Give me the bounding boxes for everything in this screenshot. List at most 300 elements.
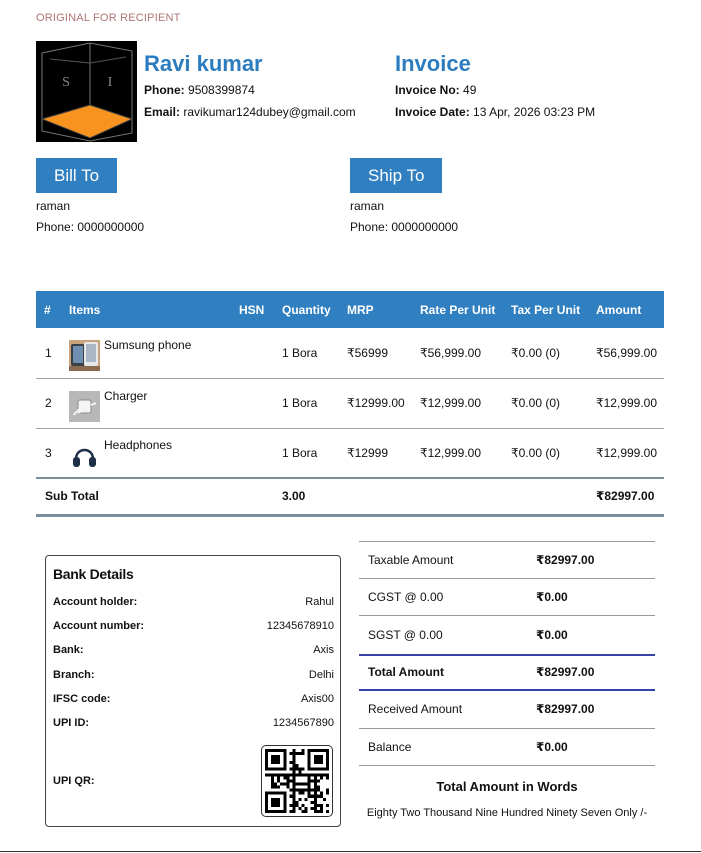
qr-module bbox=[326, 810, 329, 813]
bank-label: Account number: bbox=[53, 620, 145, 632]
qr-module bbox=[299, 752, 302, 755]
header-items: Items bbox=[69, 302, 101, 317]
qr-module bbox=[314, 798, 317, 801]
qr-module bbox=[308, 786, 311, 789]
qr-module bbox=[271, 761, 274, 764]
qr-module bbox=[292, 764, 295, 767]
qr-module bbox=[283, 758, 286, 761]
qr-module bbox=[292, 786, 295, 789]
page-bottom-rule bbox=[0, 851, 701, 852]
qr-module bbox=[271, 755, 274, 758]
items-table-header bbox=[36, 291, 664, 328]
qr-module bbox=[302, 810, 305, 813]
qr-module bbox=[268, 773, 271, 776]
qr-module bbox=[265, 773, 268, 776]
qr-module bbox=[292, 749, 295, 752]
qr-module bbox=[268, 810, 271, 813]
qr-module bbox=[271, 749, 274, 752]
totals-value: ₹0.00 bbox=[536, 627, 568, 642]
table-row bbox=[36, 428, 664, 478]
qr-module bbox=[311, 801, 314, 804]
qr-module bbox=[295, 752, 298, 755]
qr-module bbox=[292, 773, 295, 776]
qr-module bbox=[320, 807, 323, 810]
totals-panel bbox=[359, 541, 655, 819]
qr-module bbox=[326, 749, 329, 752]
qr-module bbox=[268, 767, 271, 770]
headphones-thumbnail-icon bbox=[69, 440, 100, 471]
qr-module bbox=[265, 755, 268, 758]
row-item-name: Sumsung phone bbox=[104, 338, 192, 353]
qr-module bbox=[314, 767, 317, 770]
qr-module bbox=[271, 767, 274, 770]
table-row bbox=[36, 378, 664, 428]
qr-module bbox=[289, 752, 292, 755]
qr-module bbox=[308, 783, 311, 786]
logo-letter-i: I bbox=[107, 75, 113, 90]
bank-label: Branch: bbox=[53, 669, 95, 681]
qr-module bbox=[286, 786, 289, 789]
totals-value: ₹82997.00 bbox=[536, 552, 595, 567]
bank-details-title: Bank Details bbox=[53, 566, 134, 582]
qr-module bbox=[289, 789, 292, 792]
qr-module bbox=[326, 752, 329, 755]
qr-module bbox=[283, 776, 286, 779]
qr-module bbox=[302, 789, 305, 792]
qr-module bbox=[265, 749, 268, 752]
qr-module bbox=[283, 792, 286, 795]
qr-module bbox=[308, 758, 311, 761]
bank-value: Axis00 bbox=[300, 693, 334, 705]
qr-module bbox=[299, 773, 302, 776]
qr-module bbox=[265, 801, 268, 804]
qr-module bbox=[314, 749, 317, 752]
qr-module bbox=[265, 764, 268, 767]
bank-value: Axis bbox=[313, 644, 334, 656]
qr-module bbox=[289, 804, 292, 807]
invoice-date-value: 13 Apr, 2026 03:23 PM bbox=[473, 105, 596, 119]
bank-value: 12345678910 bbox=[266, 620, 334, 632]
qr-module bbox=[277, 798, 280, 801]
row-mrp: ₹56999 bbox=[347, 345, 389, 360]
qr-module bbox=[271, 758, 274, 761]
qr-module bbox=[277, 749, 280, 752]
row-rate: ₹12,999.00 bbox=[420, 445, 482, 460]
header-quantity: Quantity bbox=[282, 302, 331, 317]
qr-module bbox=[302, 752, 305, 755]
qr-module bbox=[308, 792, 311, 795]
qr-module bbox=[286, 773, 289, 776]
qr-module bbox=[295, 767, 298, 770]
totals-row-received bbox=[359, 691, 655, 729]
qr-module bbox=[314, 807, 317, 810]
qr-module bbox=[314, 761, 317, 764]
qr-module bbox=[302, 767, 305, 770]
qr-module bbox=[308, 752, 311, 755]
qr-module bbox=[274, 755, 277, 758]
qr-module bbox=[299, 807, 302, 810]
qr-module bbox=[314, 792, 317, 795]
totals-row-total-amount bbox=[359, 654, 655, 692]
qr-module bbox=[283, 761, 286, 764]
row-amount: ₹56,999.00 bbox=[596, 345, 658, 360]
header-rate-per-unit: Rate Per Unit bbox=[420, 302, 496, 317]
qr-module bbox=[274, 801, 277, 804]
qr-module bbox=[286, 783, 289, 786]
qr-module bbox=[326, 764, 329, 767]
qr-module bbox=[283, 798, 286, 801]
bank-label: IFSC code: bbox=[53, 693, 111, 705]
logo-letter-s: S bbox=[62, 75, 70, 90]
qr-module bbox=[277, 779, 280, 782]
qr-module bbox=[326, 755, 329, 758]
invoice-number-value: 49 bbox=[463, 83, 477, 97]
qr-module bbox=[268, 749, 271, 752]
qr-module bbox=[286, 779, 289, 782]
qr-module bbox=[292, 752, 295, 755]
qr-module bbox=[280, 783, 283, 786]
table-row bbox=[36, 328, 664, 378]
qr-module bbox=[326, 773, 329, 776]
qr-module bbox=[265, 752, 268, 755]
qr-module bbox=[295, 783, 298, 786]
qr-module bbox=[320, 810, 323, 813]
qr-module bbox=[289, 773, 292, 776]
totals-label: CGST @ 0.00 bbox=[368, 589, 444, 604]
qr-module bbox=[286, 776, 289, 779]
qr-module bbox=[311, 789, 314, 792]
qr-module bbox=[317, 773, 320, 776]
qr-module bbox=[283, 752, 286, 755]
qr-module bbox=[280, 792, 283, 795]
qr-module bbox=[274, 767, 277, 770]
seller-phone-value: 9508399874 bbox=[188, 83, 255, 97]
qr-module bbox=[308, 761, 311, 764]
qr-module bbox=[314, 795, 317, 798]
header-mrp: MRP bbox=[347, 302, 374, 317]
qr-module bbox=[317, 786, 320, 789]
seller-email-value: ravikumar124dubey@gmail.com bbox=[183, 105, 356, 119]
qr-module bbox=[323, 773, 326, 776]
qr-module bbox=[271, 792, 274, 795]
amount-in-words-title: Total Amount in Words bbox=[436, 779, 578, 794]
row-item bbox=[65, 428, 235, 478]
qr-module bbox=[289, 761, 292, 764]
qr-module bbox=[292, 779, 295, 782]
qr-module bbox=[280, 749, 283, 752]
totals-label: SGST @ 0.00 bbox=[368, 627, 443, 642]
qr-module bbox=[314, 810, 317, 813]
subtotal-quantity: 3.00 bbox=[282, 489, 306, 504]
qr-module bbox=[305, 798, 308, 801]
qr-module bbox=[280, 767, 283, 770]
totals-label: Balance bbox=[368, 739, 412, 754]
qr-module bbox=[265, 792, 268, 795]
upi-qr-label: UPI QR: bbox=[53, 775, 95, 787]
qr-module bbox=[277, 773, 280, 776]
totals-value: ₹82997.00 bbox=[536, 665, 595, 680]
totals-label: Received Amount bbox=[368, 702, 463, 717]
qr-module bbox=[326, 789, 329, 792]
bill-to-phone: Phone: 0000000000 bbox=[36, 220, 145, 234]
qr-module bbox=[277, 810, 280, 813]
qr-module bbox=[268, 792, 271, 795]
qr-module bbox=[292, 810, 295, 813]
qr-module bbox=[308, 795, 311, 798]
qr-module bbox=[292, 789, 295, 792]
qr-module bbox=[265, 807, 268, 810]
row-hsn bbox=[235, 428, 278, 478]
qr-module bbox=[314, 755, 317, 758]
qr-module bbox=[295, 789, 298, 792]
row-item-name: Headphones bbox=[104, 438, 173, 453]
bill-to-heading: Bill To bbox=[36, 158, 117, 193]
invoice-date bbox=[395, 105, 595, 119]
qr-module bbox=[302, 749, 305, 752]
subtotal-amount: ₹82997.00 bbox=[596, 489, 655, 504]
qr-module bbox=[311, 779, 314, 782]
subtotal-row bbox=[36, 478, 664, 515]
qr-module bbox=[289, 810, 292, 813]
qr-module bbox=[271, 783, 274, 786]
qr-module bbox=[289, 767, 292, 770]
qr-module bbox=[320, 749, 323, 752]
qr-module bbox=[323, 767, 326, 770]
qr-module bbox=[292, 758, 295, 761]
invoice-number-label: Invoice No: bbox=[395, 83, 460, 97]
qr-module bbox=[320, 758, 323, 761]
qr-module bbox=[323, 798, 326, 801]
qr-module bbox=[317, 755, 320, 758]
bank-row-bank bbox=[53, 644, 334, 656]
qr-module bbox=[280, 773, 283, 776]
qr-module bbox=[283, 783, 286, 786]
qr-module bbox=[305, 773, 308, 776]
qr-module bbox=[317, 767, 320, 770]
qr-module bbox=[308, 776, 311, 779]
qr-module bbox=[283, 804, 286, 807]
qr-module bbox=[320, 773, 323, 776]
qr-module bbox=[274, 749, 277, 752]
qr-module bbox=[295, 764, 298, 767]
qr-module bbox=[305, 789, 308, 792]
qr-module bbox=[320, 755, 323, 758]
qr-module bbox=[265, 761, 268, 764]
qr-module bbox=[295, 804, 298, 807]
qr-module bbox=[299, 767, 302, 770]
qr-module bbox=[317, 779, 320, 782]
ship-to-name: raman bbox=[350, 199, 385, 213]
qr-module bbox=[277, 767, 280, 770]
qr-module bbox=[283, 755, 286, 758]
bank-row-account-holder bbox=[53, 596, 334, 608]
qr-module bbox=[320, 792, 323, 795]
header-hsn: HSN bbox=[239, 302, 265, 317]
qr-module bbox=[283, 764, 286, 767]
qr-module bbox=[283, 749, 286, 752]
qr-module bbox=[308, 779, 311, 782]
seller-phone bbox=[144, 83, 255, 97]
original-for-recipient-banner: ORIGINAL FOR RECIPIENT bbox=[36, 12, 181, 24]
qr-module bbox=[283, 773, 286, 776]
qr-module bbox=[271, 786, 274, 789]
qr-module bbox=[292, 801, 295, 804]
qr-module bbox=[289, 795, 292, 798]
qr-module bbox=[317, 749, 320, 752]
row-quantity: 1 Bora bbox=[282, 396, 318, 410]
header-tax-per-unit: Tax Per Unit bbox=[511, 302, 581, 317]
qr-module bbox=[320, 776, 323, 779]
qr-module bbox=[277, 758, 280, 761]
bill-to-name: raman bbox=[36, 199, 71, 213]
qr-module bbox=[311, 807, 314, 810]
qr-module bbox=[292, 783, 295, 786]
qr-module bbox=[302, 792, 305, 795]
totals-row-sgst bbox=[359, 616, 655, 654]
row-index: 2 bbox=[45, 396, 52, 410]
qr-module bbox=[311, 767, 314, 770]
qr-module bbox=[271, 779, 274, 782]
totals-label: Taxable Amount bbox=[368, 552, 454, 567]
qr-module bbox=[314, 801, 317, 804]
qr-module bbox=[274, 786, 277, 789]
qr-module bbox=[314, 758, 317, 761]
row-hsn bbox=[235, 378, 278, 428]
qr-module bbox=[274, 773, 277, 776]
qr-module bbox=[314, 804, 317, 807]
qr-module bbox=[274, 810, 277, 813]
qr-module bbox=[277, 755, 280, 758]
qr-module bbox=[295, 801, 298, 804]
seller-email-label: Email: bbox=[144, 105, 181, 119]
header-amount: Amount bbox=[596, 302, 642, 317]
invoice-date-label: Invoice Date: bbox=[395, 105, 470, 119]
bank-label: Bank: bbox=[53, 644, 84, 656]
charger-thumbnail-icon bbox=[69, 391, 100, 422]
qr-module bbox=[274, 761, 277, 764]
qr-module bbox=[283, 795, 286, 798]
qr-module bbox=[308, 789, 311, 792]
row-tax: ₹0.00 (0) bbox=[511, 396, 560, 410]
seller-email bbox=[144, 105, 356, 119]
qr-module bbox=[277, 761, 280, 764]
qr-module bbox=[277, 786, 280, 789]
totals-row-cgst bbox=[359, 579, 655, 617]
ship-to-phone: Phone: 0000000000 bbox=[350, 220, 459, 234]
qr-module bbox=[292, 770, 295, 773]
qr-code-icon bbox=[265, 749, 329, 813]
qr-module bbox=[274, 758, 277, 761]
qr-module bbox=[277, 804, 280, 807]
qr-module bbox=[314, 786, 317, 789]
qr-module bbox=[308, 764, 311, 767]
bank-value: 1234567890 bbox=[272, 717, 334, 729]
qr-module bbox=[317, 758, 320, 761]
qr-module bbox=[320, 804, 323, 807]
row-mrp: ₹12999.00 bbox=[347, 396, 405, 410]
qr-module bbox=[299, 789, 302, 792]
qr-module bbox=[299, 783, 302, 786]
qr-module bbox=[302, 804, 305, 807]
invoice-number bbox=[395, 83, 476, 97]
upi-qr-code bbox=[261, 745, 333, 817]
row-item bbox=[65, 378, 235, 428]
qr-module bbox=[305, 807, 308, 810]
qr-module bbox=[311, 795, 314, 798]
qr-module bbox=[271, 810, 274, 813]
qr-module bbox=[308, 773, 311, 776]
qr-module bbox=[292, 807, 295, 810]
header-index: # bbox=[44, 302, 51, 317]
totals-row-taxable bbox=[359, 541, 655, 579]
qr-module bbox=[271, 804, 274, 807]
qr-module bbox=[317, 795, 320, 798]
qr-module bbox=[305, 810, 308, 813]
qr-module bbox=[271, 773, 274, 776]
row-amount: ₹12,999.00 bbox=[596, 445, 658, 460]
bank-row-upi-id bbox=[53, 717, 334, 729]
qr-module bbox=[317, 810, 320, 813]
qr-module bbox=[302, 783, 305, 786]
row-item-name: Charger bbox=[104, 388, 148, 403]
qr-module bbox=[292, 761, 295, 764]
bank-details-box bbox=[45, 555, 341, 827]
qr-module bbox=[326, 758, 329, 761]
seller-name: Ravi kumar bbox=[144, 51, 263, 76]
row-rate: ₹12,999.00 bbox=[420, 396, 482, 410]
qr-module bbox=[308, 749, 311, 752]
qr-module bbox=[289, 779, 292, 782]
qr-module bbox=[311, 749, 314, 752]
qr-module bbox=[326, 776, 329, 779]
row-amount: ₹12,999.00 bbox=[596, 396, 658, 410]
qr-module bbox=[314, 789, 317, 792]
qr-module bbox=[292, 804, 295, 807]
seller-phone-label: Phone: bbox=[144, 83, 185, 97]
totals-value: ₹0.00 bbox=[536, 739, 568, 754]
bank-label: Account holder: bbox=[53, 596, 138, 608]
qr-module bbox=[317, 789, 320, 792]
qr-module bbox=[299, 792, 302, 795]
qr-module bbox=[326, 761, 329, 764]
qr-module bbox=[277, 801, 280, 804]
qr-module bbox=[265, 767, 268, 770]
items-table bbox=[36, 291, 664, 517]
row-index: 1 bbox=[45, 345, 52, 360]
qr-module bbox=[292, 795, 295, 798]
totals-value: ₹82997.00 bbox=[536, 702, 595, 717]
qr-module bbox=[265, 795, 268, 798]
qr-module bbox=[292, 755, 295, 758]
qr-module bbox=[283, 807, 286, 810]
qr-module bbox=[314, 773, 317, 776]
qr-module bbox=[302, 773, 305, 776]
qr-module bbox=[311, 773, 314, 776]
qr-module bbox=[320, 761, 323, 764]
qr-module bbox=[271, 776, 274, 779]
totals-row-balance bbox=[359, 729, 655, 767]
qr-module bbox=[295, 773, 298, 776]
qr-module bbox=[271, 798, 274, 801]
qr-module bbox=[305, 783, 308, 786]
subtotal-label: Sub Total bbox=[45, 489, 99, 504]
row-item bbox=[65, 328, 235, 378]
qr-module bbox=[265, 804, 268, 807]
row-tax: ₹0.00 (0) bbox=[511, 345, 560, 360]
row-mrp: ₹12999 bbox=[347, 445, 389, 460]
qr-module bbox=[314, 776, 317, 779]
bank-value: Rahul bbox=[305, 596, 334, 608]
